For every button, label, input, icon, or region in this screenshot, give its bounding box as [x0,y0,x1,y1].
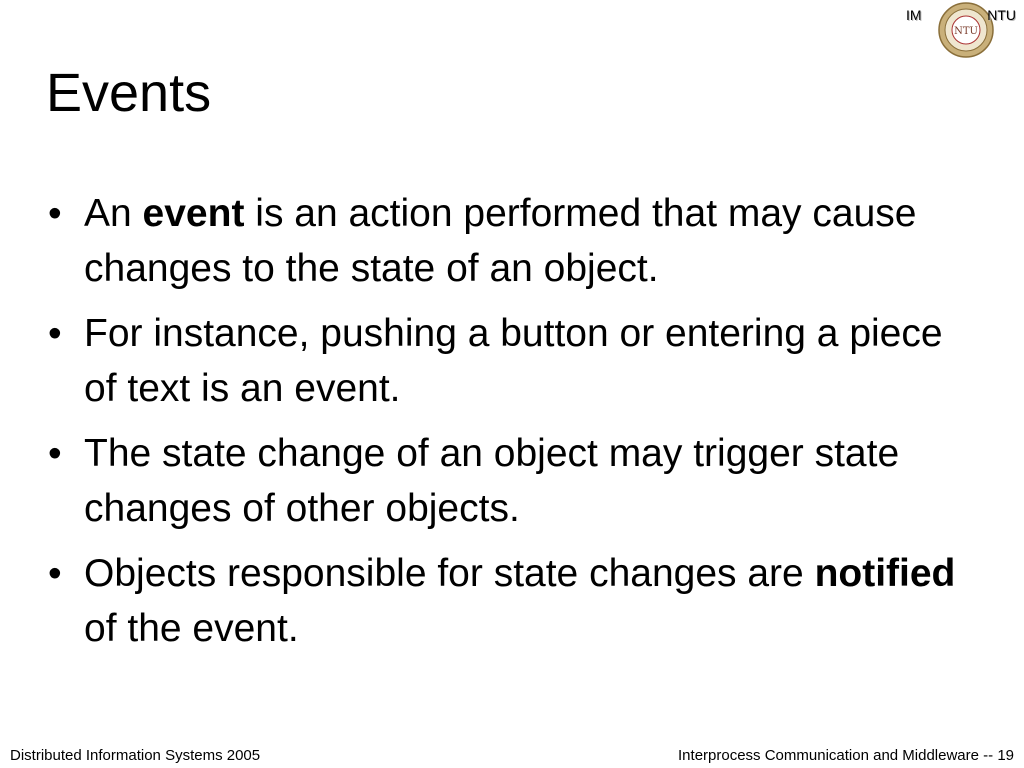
footer-course-title: Distributed Information Systems 2005 [10,747,261,764]
bullet-text-pre: Objects responsible for state changes are [84,552,815,595]
seal-text: NTU [954,26,978,37]
logo-right-text: NTU [987,7,1016,23]
bullet-text-pre: For instance, pushing a button or entering a piece of text is an event. [84,312,943,410]
bullet-item [44,306,984,416]
bullet-item [44,546,984,656]
logo-left-text: IM [906,7,922,23]
logo-header [894,0,1024,62]
bullet-text-bold: event [142,192,245,235]
university-seal-icon [938,2,994,58]
bullet-text-pre: An [84,192,143,235]
bullet-marker: • [48,552,62,595]
bullet-marker: • [48,312,62,355]
bullet-text-post: of the event. [84,607,299,650]
bullet-text-bold: notified [814,552,956,595]
bullet-marker: • [48,432,62,475]
bullet-text-pre: The state change of an object may trigger state changes of other objects. [84,432,900,530]
bullet-item [44,186,984,296]
slide-title: Events [46,63,212,123]
bullet-item [44,426,984,536]
footer-slide-info: Interprocess Communication and Middleware -- 19 [678,747,1014,764]
bullet-marker: • [48,192,62,235]
bullet-list [44,186,984,666]
bullet-text-post: is an action performed that may cause changes to the state of an object. [84,192,917,290]
